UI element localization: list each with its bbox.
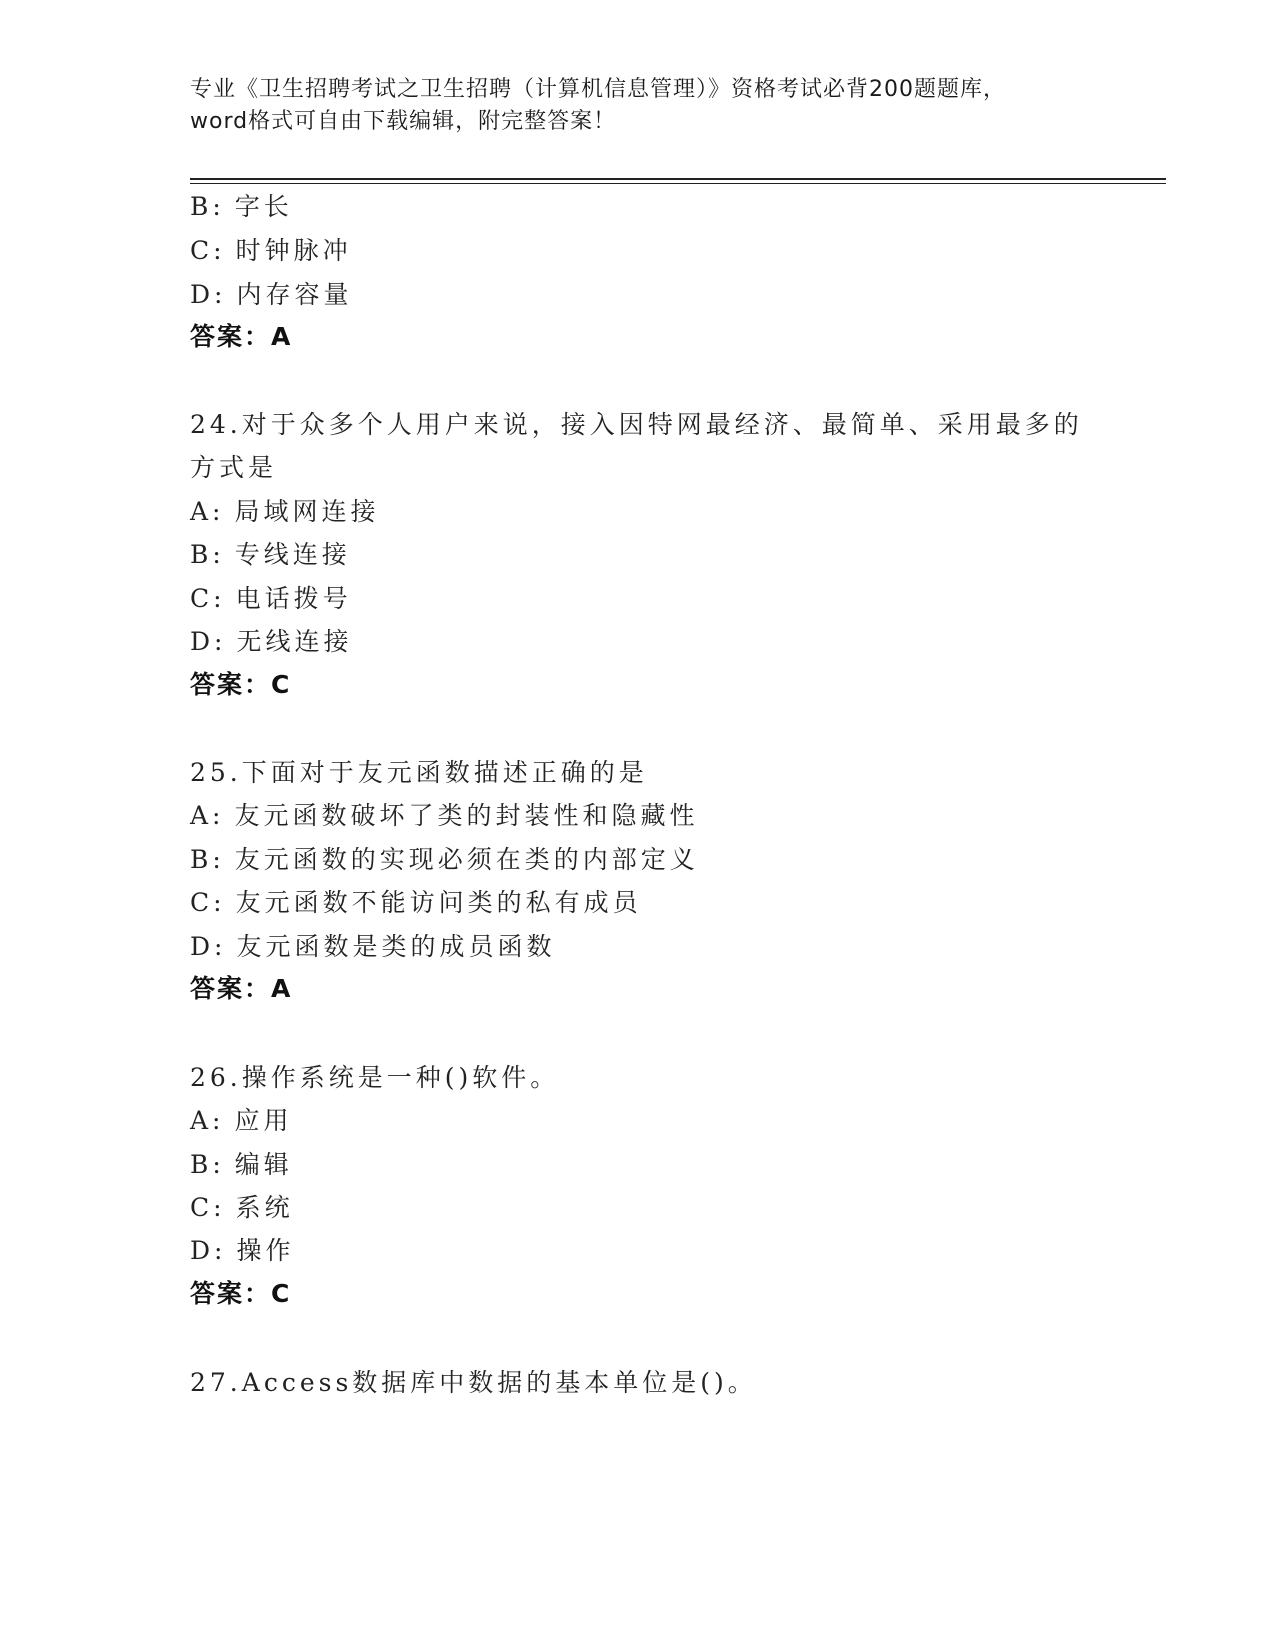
question-stem-continued: 方式是	[190, 453, 278, 482]
option-letter: C:	[190, 236, 226, 265]
option-b	[190, 190, 293, 224]
option-text: 友元函数不能访问类的私有成员	[235, 888, 642, 917]
option-text: 无线连接	[236, 627, 353, 656]
header-title-line-2: word格式可自由下载编辑，附完整答案！	[190, 109, 617, 134]
option-d	[190, 278, 352, 312]
question-stem: 24.对于众多个人用户来说，接入因特网最经济、最简单、采用最多的	[190, 410, 1083, 439]
option-letter: A:	[190, 497, 225, 526]
option-a	[190, 495, 380, 529]
option-c	[190, 234, 352, 268]
option-text: 内存容量	[236, 280, 353, 309]
option-letter: A:	[190, 801, 225, 830]
document-header	[190, 74, 1090, 138]
option-letter: C:	[190, 888, 226, 917]
option-text: 友元函数的实现必须在类的内部定义	[234, 845, 699, 874]
option-text: 应用	[234, 1106, 293, 1135]
question-stem: 27.Access数据库中数据的基本单位是()。	[190, 1368, 757, 1397]
option-b	[190, 538, 351, 572]
option-b	[190, 843, 699, 877]
header-divider-thick	[190, 178, 1166, 180]
option-d	[190, 930, 555, 964]
option-a	[190, 799, 699, 833]
option-letter: D:	[190, 280, 227, 309]
option-c	[190, 582, 352, 616]
option-letter: D:	[190, 1236, 227, 1265]
option-letter: B:	[190, 540, 225, 569]
option-d	[190, 1234, 294, 1268]
answer-line: 答案：C	[190, 670, 292, 699]
header-divider-thin	[190, 183, 1166, 184]
option-letter: C:	[190, 584, 226, 613]
option-text: 友元函数是类的成员函数	[236, 932, 556, 961]
option-text: 友元函数破坏了类的封装性和隐藏性	[234, 801, 699, 830]
answer-line: 答案：A	[190, 322, 293, 351]
option-b	[190, 1148, 293, 1182]
option-letter: B:	[190, 845, 225, 874]
option-letter: B:	[190, 1150, 225, 1179]
option-a	[190, 1104, 293, 1138]
option-text: 操作	[236, 1236, 295, 1265]
option-letter: C:	[190, 1193, 226, 1222]
header-title-line-1: 专业《卫生招聘考试之卫生招聘（计算机信息管理）》资格考试必背200题题库，	[190, 77, 1006, 102]
option-text: 专线连接	[234, 540, 351, 569]
option-text: 系统	[235, 1193, 294, 1222]
option-letter: D:	[190, 932, 227, 961]
option-letter: A:	[190, 1106, 225, 1135]
answer-line: 答案：A	[190, 974, 293, 1003]
answer-line: 答案：C	[190, 1279, 292, 1308]
option-text: 局域网连接	[234, 497, 380, 526]
option-text: 时钟脉冲	[235, 236, 352, 265]
option-c	[190, 886, 642, 920]
question-stem: 26.操作系统是一种()软件。	[190, 1063, 560, 1092]
option-letter: D:	[190, 627, 227, 656]
option-c	[190, 1191, 294, 1225]
option-text: 电话拨号	[235, 584, 352, 613]
option-text: 字长	[234, 192, 293, 221]
question-stem: 25.下面对于友元函数描述正确的是	[190, 758, 648, 787]
option-text: 编辑	[234, 1150, 293, 1179]
option-letter: B:	[190, 192, 225, 221]
option-d	[190, 625, 352, 659]
